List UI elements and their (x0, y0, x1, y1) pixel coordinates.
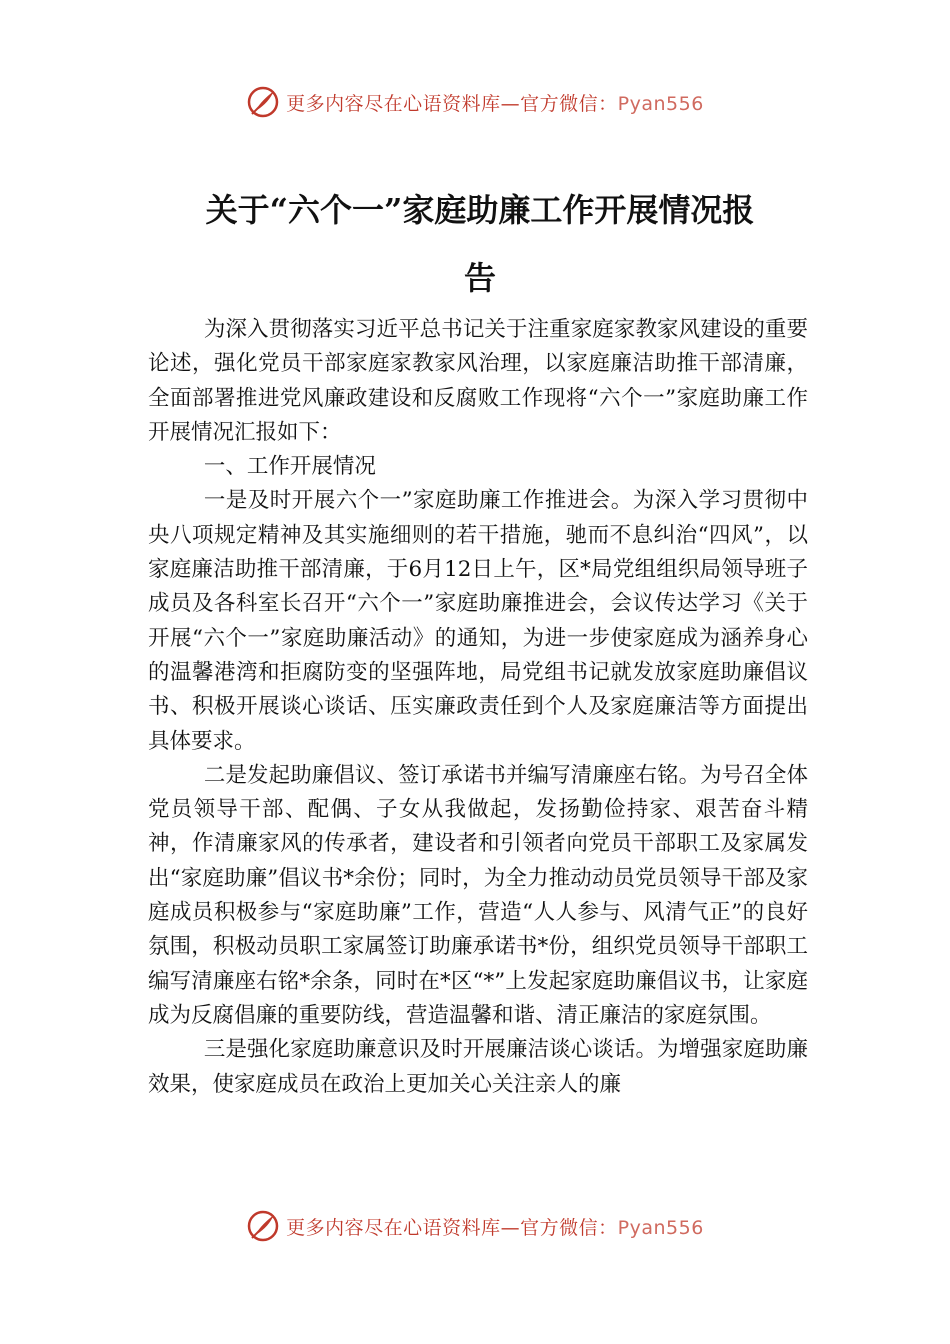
quill-logo-icon (246, 85, 280, 119)
quill-logo-icon (246, 1209, 280, 1243)
document-title-line-1: 关于“六个一”家庭助廉工作开展情况报 (205, 191, 755, 229)
intro-paragraph: 为深入贯彻落实习近平总书记关于注重家庭家教家风建设的重要论述，强化党员干部家庭家教家风治理，以家庭廉洁助推干部清廉，全面部署推进党风廉政建设和反腐败工作现将“六个一”家庭助廉工作开展情况汇报如下： (148, 317, 808, 445)
paragraph-2: 二是发起助廉倡议、签订承诺书并编写清廉座右铭。为号召全体党员领导干部、配偶、子女从我做起，发扬勤俭持家、艰苦奋斗精神，作清廉家风的传承者，建设者和引领者向党员干部职工及家属发出“家庭助廉”倡议书*余份；同时，为全力推动动员党员领导干部及家庭成员积极参与“家庭助廉”工作，营造“人人参与、风清气正”的良好氛围，积极动员职工家属签订助廉承诺书*份，组织党员领导干部职工编写清廉座右铭*余条，同时在*区“*”上发起家庭助廉倡议书，让家庭成为反腐倡廉的重要防线，营造温馨和谐、清正廉洁的家庭氛围。 (148, 762, 808, 1028)
watermark-banner-top (0, 82, 950, 122)
watermark-label: 更多内容尽在心语资料库—官方微信： (286, 1216, 618, 1239)
watermark-wechat-id: Pyan556 (617, 1216, 704, 1239)
watermark-banner-bottom (0, 1206, 950, 1246)
section-heading: 一、工作开展情况 (203, 454, 376, 480)
document-title-line-2: 告 (463, 259, 496, 297)
watermark-text (286, 1213, 704, 1240)
watermark-text (286, 89, 704, 116)
document-body (148, 313, 808, 1102)
paragraph-1: 一是及时开展六个一”家庭助廉工作推进会。为深入学习贯彻中央八项规定精神及其实施细则的若干措施，驰而不息纠治“四风”，以家庭廉洁助推干部清廉，于6月12日上午，区*局党组组织局领导班子成员及各科室长召开“六个一”家庭助廉推进会，会议传达学习《关于开展“六个一”家庭助廉活动》的通知，为进一步使家庭成为涵养身心的温馨港湾和拒腐防变的坚强阵地，局党组书记就发放家庭助廉倡议书、积极开展谈心谈话、压实廉政责任到个人及家庭廉洁等方面提出具体要求。 (148, 488, 808, 754)
watermark-label: 更多内容尽在心语资料库—官方微信： (286, 92, 618, 115)
watermark-wechat-id: Pyan556 (617, 92, 704, 115)
paragraph-3: 三是强化家庭助廉意识及时开展廉洁谈心谈话。为增强家庭助廉效果，使家庭成员在政治上更加关心关注亲人的廉 (148, 1037, 808, 1097)
